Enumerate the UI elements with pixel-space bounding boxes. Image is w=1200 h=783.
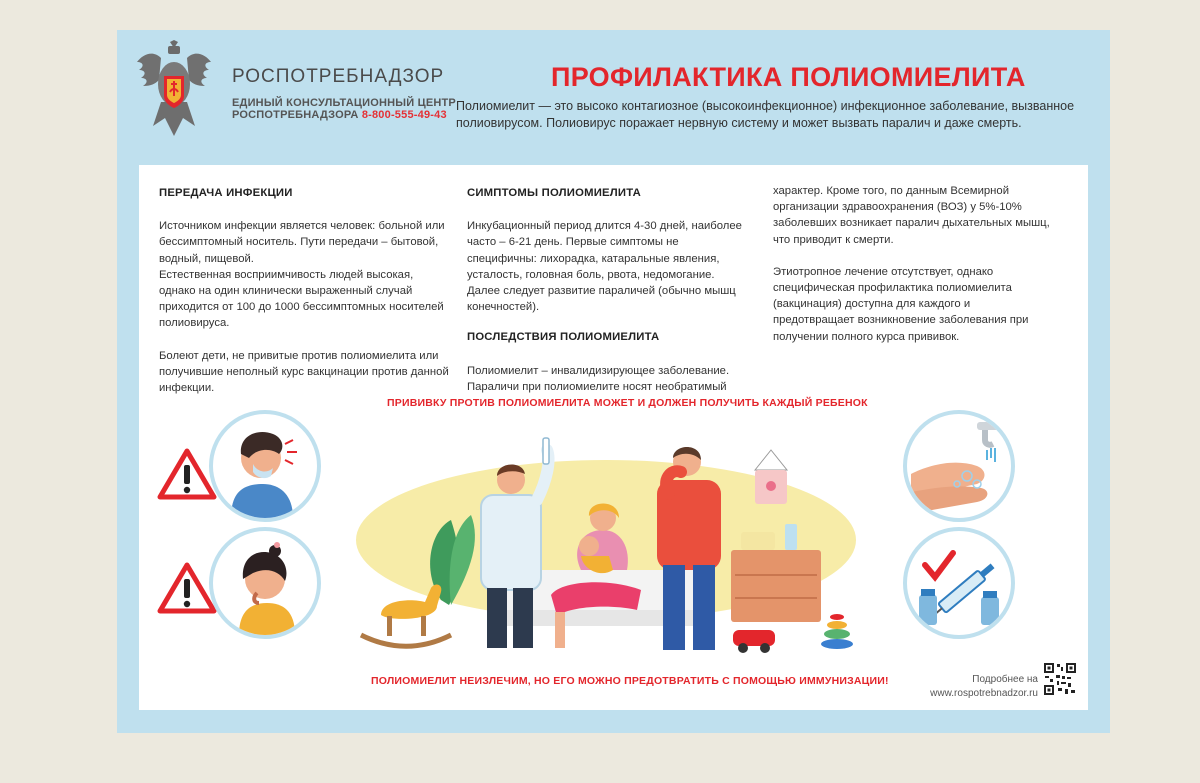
org-name: РОСПОТРЕБНАДЗОР — [232, 66, 445, 87]
qr-code-icon[interactable] — [1043, 662, 1077, 696]
content-panel — [139, 165, 1088, 710]
hotline-phone[interactable]: 8-800-555-49-43 — [361, 109, 447, 121]
poster — [117, 30, 1110, 733]
org-subtitle-text: РОСПОТРЕБНАДЗОРА — [232, 109, 359, 121]
slogan-bottom: ПОЛИОМИЕЛИТ НЕИЗЛЕЧИМ, НО ЕГО МОЖНО ПРЕДОТВРАТИТЬ С ПОМОЩЬЮ ИММУНИЗАЦИИ! — [371, 675, 889, 687]
column-continuation — [773, 183, 1053, 345]
transmission-text-3: Болеют дети, не привитые против полиомиелита или получившие неполный курс вакцинации против данной инфекции. — [159, 349, 449, 395]
sick-boy-icon — [209, 410, 321, 522]
prevention-text: Этиотропное лечение отсутствует, однако специфическая профилактика полиомиелита (вакцинация) доступна для каждого и предотвращает возникновение заболевания при получении полного курса прививок. — [773, 265, 1029, 343]
header — [117, 30, 1110, 165]
more-info — [922, 673, 1038, 701]
column-transmission — [159, 185, 449, 396]
warning-icon — [157, 562, 217, 614]
consequences-text-cont: характер. Кроме того, по данным Всемирной организации здравоохранения (ВОЗ) у 5%-10% заболевших возникает паралич дыхательных мышц, что приводит к смерти. — [773, 185, 1050, 246]
intro-text: Полиомиелит — это высоко контагиозное (высокоинфекционное) инфекционное заболевание, вызванное полиовирусом. Полиовирус поражает нервную систему и может вызвать паралич и даже смерть. — [456, 99, 1075, 130]
handwashing-icon — [903, 410, 1015, 522]
heading-transmission: ПЕРЕДАЧА ИНФЕКЦИИ — [159, 187, 293, 199]
consequences-text: Полиомиелит – инвалидизирующее заболевание. Параличи при полиомиелите носят необратимый — [467, 364, 730, 393]
column-symptoms — [467, 185, 749, 395]
poster-title: ПРОФИЛАКТИКА ПОЛИОМИЕЛИТА — [551, 62, 1026, 92]
transmission-text-2: Естественная восприимчивость людей высокая, однако на один клинически выраженный случай приходится от 100 до 1000 бессимптомных носителей полиовируса. — [159, 268, 444, 330]
sick-girl-icon — [209, 527, 321, 639]
symptoms-text: Инкубационный период длится 4-30 дней, наиболее часто – 6-21 день. Первые симптомы не специфичны: лихорадка, катаральные явления, усталость, головная боль, рвота, недомогание. Далее следует развитие параличей (обычно мышц конечностей). — [467, 220, 742, 314]
heading-consequences: ПОСЛЕДСТВИЯ ПОЛИОМИЕЛИТА — [467, 331, 660, 344]
emblem-icon — [131, 40, 217, 140]
org-subtitle-line2 — [232, 109, 462, 121]
more-info-label: Подробнее на — [972, 674, 1038, 685]
org-subtitle: ЕДИНЫЙ КОНСУЛЬТАЦИОННЫЙ ЦЕНТР — [232, 97, 456, 109]
slogan-top: ПРИВИВКУ ПРОТИВ ПОЛИОМИЕЛИТА МОЖЕТ И ДОЛЖЕН ПОЛУЧИТЬ КАЖДЫЙ РЕБЕНОК — [387, 397, 868, 409]
family-vaccination-illustration — [351, 420, 861, 665]
warning-icon — [157, 448, 217, 500]
website-link[interactable]: www.rospotrebnadzor.ru — [930, 688, 1038, 699]
org-block — [232, 66, 462, 121]
transmission-text-1: Источником инфекции является человек: больной или бессимптомный носитель. Пути передачи – бытовой, водный, пищевой. — [159, 220, 445, 265]
vaccine-icon — [903, 527, 1015, 639]
heading-symptoms: СИМПТОМЫ ПОЛИОМИЕЛИТА — [467, 187, 641, 199]
